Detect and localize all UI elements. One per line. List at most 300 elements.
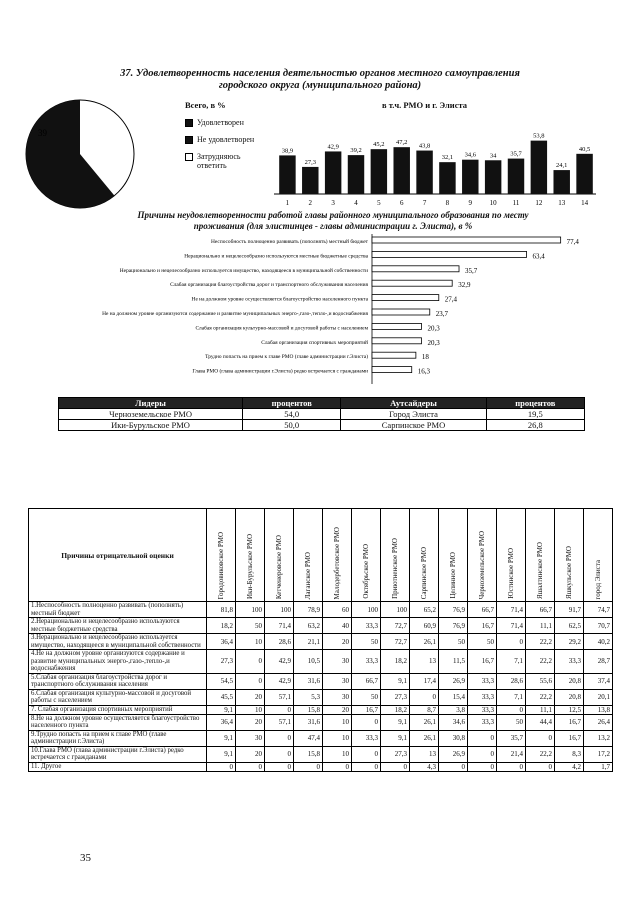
hbar — [372, 295, 439, 301]
bar — [553, 170, 569, 194]
page-number: 35 — [80, 852, 91, 864]
table-cell: 9,1 — [381, 730, 410, 746]
table-cell: 100 — [381, 602, 410, 618]
table-cell: 0 — [526, 730, 555, 746]
table-cell: 57,1 — [265, 714, 294, 730]
table-cell: 37,4 — [584, 673, 613, 689]
hbar — [372, 367, 412, 373]
bar-value-label: 35,7 — [510, 150, 522, 158]
table-cell: 26,1 — [410, 730, 439, 746]
table-cell: 33,3 — [352, 730, 381, 746]
pie-value-label: 39 — [38, 128, 47, 138]
column-header — [439, 509, 468, 602]
page-title: 37. Удовлетворенность населения деятельностью органов местного самоуправления городского округа (муниципального района) — [120, 68, 520, 91]
bar-value-label: 32,1 — [441, 154, 454, 162]
table-cell: 22,2 — [526, 689, 555, 705]
bar-value-label: 42,9 — [327, 143, 339, 151]
hbar — [372, 338, 421, 344]
column-header-label: Юстинское РМО — [507, 548, 515, 599]
bar — [462, 160, 478, 194]
leaders-table — [58, 397, 585, 431]
row-label: 10.Глава РМО (глава администрации г.Элиста) редко встречается с гражданами — [29, 746, 207, 762]
table-cell: 20 — [236, 746, 265, 762]
table-row — [29, 705, 613, 714]
table-cell: 0 — [526, 762, 555, 771]
row-label: 7. Слабая организация спортивных мероприятий — [29, 705, 207, 714]
bar-value-label: 53,8 — [533, 132, 545, 140]
table-cell: 0 — [352, 746, 381, 762]
cell: 19,5 — [486, 409, 584, 420]
hbar-value-label: 77,4 — [566, 238, 579, 246]
hbar-value-label: 20,3 — [427, 338, 440, 347]
table-cell: 65,2 — [410, 602, 439, 618]
table-cell: 30 — [323, 689, 352, 705]
column-header — [468, 509, 497, 602]
table-cell: 36,4 — [207, 634, 236, 650]
bars-title: в т.ч. РМО и г. Элиста — [382, 100, 468, 110]
column-header-label: Октябрьское РМО — [362, 544, 370, 599]
cell: Черноземельское РМО — [59, 409, 243, 420]
table-cell: 30,8 — [439, 730, 468, 746]
legend-label: Затрудняюсь ответить — [197, 152, 241, 170]
table-row — [59, 409, 585, 420]
table-cell: 0 — [497, 705, 526, 714]
x-tick-label: 5 — [377, 199, 381, 207]
table-cell: 28,7 — [584, 650, 613, 674]
x-tick-label: 13 — [558, 199, 566, 207]
table-cell: 50 — [352, 634, 381, 650]
table-cell: 70,7 — [584, 618, 613, 634]
row-label: 11. Другое — [29, 762, 207, 771]
x-tick-label: 11 — [512, 199, 520, 207]
hbar — [372, 309, 430, 315]
x-tick-label: 6 — [399, 199, 404, 207]
header-outsiders: Аутсайдеры — [341, 398, 486, 409]
legend-item-undecided — [185, 152, 254, 170]
table-cell: 4,2 — [555, 762, 584, 771]
table-cell: 9,1 — [381, 714, 410, 730]
bar-value-label: 47,2 — [396, 139, 408, 147]
bar-value-label: 45,2 — [373, 141, 385, 149]
table-cell: 42,9 — [265, 673, 294, 689]
table-cell: 47,4 — [294, 730, 323, 746]
table-cell: 30 — [323, 650, 352, 674]
table-cell: 10 — [236, 705, 265, 714]
table-cell: 57,1 — [265, 689, 294, 705]
bar — [439, 162, 455, 194]
table-cell: 0 — [265, 730, 294, 746]
bar-value-label: 43,8 — [418, 142, 431, 150]
header-percent: процентов — [243, 398, 341, 409]
table-cell: 44,4 — [526, 714, 555, 730]
table-cell: 72,7 — [381, 634, 410, 650]
table-cell: 0 — [468, 730, 497, 746]
row-label: 5.Слабая организация благоустройства дорог и транспортного обслуживания населения — [29, 673, 207, 689]
table-cell: 0 — [265, 705, 294, 714]
bar — [302, 167, 318, 194]
table-cell: 0 — [323, 762, 352, 771]
hbar-category-label: Нерационально и нецелесообразно используются местные бюджетные средства — [184, 253, 368, 260]
x-tick-label: 10 — [489, 199, 497, 207]
table-cell: 9,1 — [207, 705, 236, 714]
legend-label: Удовлетворен — [197, 118, 244, 127]
table-cell: 31,6 — [294, 714, 323, 730]
table-cell: 13,8 — [584, 705, 613, 714]
table-cell: 71,4 — [497, 618, 526, 634]
row-label: 2.Нерационально и нецелесообразно используются местные бюджетные средства — [29, 618, 207, 634]
table-cell: 33,3 — [352, 618, 381, 634]
table-cell: 62,5 — [555, 618, 584, 634]
x-tick-label: 4 — [354, 199, 358, 207]
table-cell: 66,7 — [468, 602, 497, 618]
hbar-value-label: 27,4 — [444, 295, 458, 304]
table-cell: 26,1 — [410, 714, 439, 730]
table-cell: 18,2 — [381, 650, 410, 674]
bar-value-label: 34 — [489, 152, 497, 160]
table-cell: 71,4 — [265, 618, 294, 634]
table-cell: 13 — [410, 746, 439, 762]
table-cell: 1,7 — [584, 762, 613, 771]
table-cell: 33,3 — [468, 705, 497, 714]
table-cell: 16,7 — [468, 618, 497, 634]
table-row — [59, 420, 585, 431]
table-cell: 10 — [323, 730, 352, 746]
table-cell: 17,4 — [410, 673, 439, 689]
table-cell: 26,1 — [410, 634, 439, 650]
cell: Ики-Бурульское РМО — [59, 420, 243, 431]
x-tick-label: 9 — [468, 199, 473, 207]
table-row — [29, 618, 613, 634]
table-row — [29, 602, 613, 618]
table-cell: 26,9 — [439, 746, 468, 762]
bar-value-label: 27,3 — [304, 158, 316, 166]
table-cell: 91,7 — [555, 602, 584, 618]
table-cell: 7,1 — [497, 650, 526, 674]
bar — [531, 141, 547, 194]
table-cell: 0 — [439, 762, 468, 771]
legend-item-satisfied — [185, 118, 254, 127]
table-cell: 0 — [410, 689, 439, 705]
column-header-label: Лаганское РМО — [304, 551, 312, 599]
bar-value-label: 24,1 — [556, 162, 568, 170]
table-row — [29, 714, 613, 730]
table-cell: 17,2 — [584, 746, 613, 762]
column-header-label: Целинное РМО — [449, 552, 457, 599]
hbar-value-label: 63,4 — [532, 252, 545, 261]
table-cell: 0 — [294, 762, 323, 771]
table-cell: 100 — [265, 602, 294, 618]
bar — [393, 147, 409, 194]
table-cell: 18,2 — [381, 705, 410, 714]
table-cell: 20,1 — [584, 689, 613, 705]
table-cell: 0 — [497, 762, 526, 771]
hbar-category-label: Не на должном уровне организуются содержание и развитие муниципальных энерго-,газо-,тепло-,и водоснабжения — [102, 311, 368, 317]
cell: 26,8 — [486, 420, 584, 431]
table-cell: 0 — [468, 762, 497, 771]
hbar-category-label: Слабая организация культурно-массовой и досуговой работы с населением — [195, 325, 368, 332]
table-cell: 0 — [381, 762, 410, 771]
pie-title: Всего, в % — [185, 100, 226, 110]
table-cell: 16,7 — [352, 705, 381, 714]
column-header-label: Малодербетовское РМО — [333, 526, 341, 599]
table-cell: 74,7 — [584, 602, 613, 618]
row-label: 8.Не на должном уровне осуществляется благоустройство населенного пункта — [29, 714, 207, 730]
table-cell: 21,1 — [294, 634, 323, 650]
table-cell: 78,9 — [294, 602, 323, 618]
x-tick-label: 12 — [535, 199, 543, 207]
reasons-table — [28, 508, 613, 772]
table-cell: 12,5 — [555, 705, 584, 714]
table-cell: 36,4 — [207, 714, 236, 730]
column-header — [323, 509, 352, 602]
table-cell: 8,7 — [410, 705, 439, 714]
table-cell: 7,1 — [497, 689, 526, 705]
table-row — [29, 746, 613, 762]
column-header — [410, 509, 439, 602]
table-cell: 27,3 — [207, 650, 236, 674]
pie-legend — [185, 100, 254, 170]
hbar-value-label: 32,9 — [458, 281, 471, 290]
header-leaders: Лидеры — [59, 398, 243, 409]
table-cell: 28,6 — [497, 673, 526, 689]
column-header — [265, 509, 294, 602]
cell: 50,0 — [243, 420, 341, 431]
table-cell: 20,8 — [555, 689, 584, 705]
column-header — [381, 509, 410, 602]
table-cell: 42,9 — [265, 650, 294, 674]
table-cell: 3,8 — [439, 705, 468, 714]
legend-swatch-white — [185, 153, 193, 161]
table-cell: 76,9 — [439, 602, 468, 618]
table-cell: 16,7 — [555, 730, 584, 746]
x-tick-label: 1 — [285, 199, 290, 207]
table-row — [29, 673, 613, 689]
pie-chart — [24, 98, 136, 210]
table-cell: 20 — [323, 705, 352, 714]
column-header-label: Сарпинское РМО — [420, 546, 428, 599]
table-cell: 0 — [497, 634, 526, 650]
table-cell: 50 — [236, 618, 265, 634]
table-cell: 10 — [236, 634, 265, 650]
table-cell: 29,2 — [555, 634, 584, 650]
row-label: 4.Не на должном уровне организуются содержание и развитие муниципальных энерго-,газо-,тепло-,и водоснабжения — [29, 650, 207, 674]
table-cell: 100 — [352, 602, 381, 618]
table-cell: 50 — [468, 634, 497, 650]
bar-value-label: 34,6 — [464, 151, 476, 159]
table-cell: 26,4 — [584, 714, 613, 730]
column-header-label: Яшалтинское РМО — [536, 541, 544, 599]
table-cell: 35,7 — [497, 730, 526, 746]
table-cell: 0 — [352, 762, 381, 771]
row-label: 1.Неспособность полноценно развивать (пополнять) местный бюджет — [29, 602, 207, 618]
table-cell: 15,4 — [439, 689, 468, 705]
column-header-label: Яшкульское РМО — [565, 545, 573, 599]
row-label: 3.Нерационально и нецелесообразно используется имущество, находящееся в муниципальной собственности — [29, 634, 207, 650]
bar — [371, 149, 387, 194]
hbar-category-label: Слабая организация спортивных мероприятий — [261, 339, 368, 346]
table-cell: 20 — [236, 714, 265, 730]
hbar-value-label: 35,7 — [465, 266, 478, 275]
cell: Город Элиста — [341, 409, 486, 420]
hbar-category-label: Нерационально и нецелесообразно используется имущество, находящееся в муниципальной собственности — [119, 267, 368, 274]
table-cell: 0 — [236, 762, 265, 771]
table-cell: 76,9 — [439, 618, 468, 634]
table-cell: 27,3 — [381, 689, 410, 705]
table-cell: 63,2 — [294, 618, 323, 634]
table-cell: 22,2 — [526, 634, 555, 650]
table-cell: 16,7 — [555, 714, 584, 730]
hbar-category-label: Трудно попасть на прием к главе РМО (главе администрации г.Элиста) — [205, 354, 368, 361]
table-cell: 13,2 — [584, 730, 613, 746]
column-header-label: Кетченеровское РМО — [275, 534, 283, 599]
table-cell: 15,8 — [294, 746, 323, 762]
table-cell: 10,5 — [294, 650, 323, 674]
column-header — [555, 509, 584, 602]
table-cell: 45,5 — [207, 689, 236, 705]
table-cell: 16,7 — [468, 650, 497, 674]
vertical-bar-chart — [270, 112, 600, 212]
table-cell: 33,3 — [555, 650, 584, 674]
table-cell: 54,5 — [207, 673, 236, 689]
hbar-category-label: Не на должном уровне осуществляется благоустройство населенного пункта — [191, 296, 368, 303]
table-row — [29, 689, 613, 705]
bar — [508, 159, 524, 194]
table-cell: 9,1 — [207, 746, 236, 762]
bar-value-label: 38,9 — [281, 147, 294, 155]
table-cell: 20,8 — [555, 673, 584, 689]
legend-swatch-black — [185, 136, 193, 144]
table-cell: 50 — [352, 689, 381, 705]
table-cell: 33,3 — [468, 673, 497, 689]
hbar-value-label: 20,3 — [427, 324, 440, 333]
column-header — [207, 509, 236, 602]
hbar-category-label: Неспособность полноценно развивать (пополнять) местный бюджет — [211, 239, 368, 245]
table-cell: 4,3 — [410, 762, 439, 771]
header-percent: процентов — [486, 398, 584, 409]
table-cell: 60 — [323, 602, 352, 618]
table-row — [29, 762, 613, 771]
header-reasons: Причины отрицательной оценки — [29, 509, 207, 602]
table-cell: 11,1 — [526, 618, 555, 634]
legend-item-unsatisfied — [185, 135, 254, 144]
cell: Сарпинское РМО — [341, 420, 486, 431]
row-label: 9.Трудно попасть на прием к главе РМО (главе администрации г.Элиста) — [29, 730, 207, 746]
hbar-category-label: Глава РМО (глава администрации г.Элиста) редко встречается с гражданами — [192, 368, 368, 375]
table-cell: 0 — [207, 762, 236, 771]
table-cell: 81,8 — [207, 602, 236, 618]
table-cell: 30 — [323, 673, 352, 689]
reasons-chart-title: Причины неудовлетворенности работой главы районного муниципального образования по месту проживания (для элистинцев - главы администрации г. Элиста), в % — [137, 210, 529, 231]
x-tick-label: 7 — [422, 199, 427, 207]
table-cell: 11,1 — [526, 705, 555, 714]
column-header-label: Приютненское РМО — [391, 538, 399, 599]
table-cell: 50 — [439, 634, 468, 650]
table-cell: 60,9 — [410, 618, 439, 634]
hbar-value-label: 23,7 — [435, 310, 449, 318]
table-cell: 28,6 — [265, 634, 294, 650]
table-cell: 11,5 — [439, 650, 468, 674]
table-cell: 66,7 — [352, 673, 381, 689]
bar — [348, 155, 364, 194]
horizontal-bar-chart — [30, 234, 630, 384]
column-header — [584, 509, 613, 602]
table-cell: 20 — [323, 634, 352, 650]
table-cell: 15,8 — [294, 705, 323, 714]
table-cell: 0 — [265, 762, 294, 771]
table-cell: 10 — [323, 746, 352, 762]
table-cell: 9,1 — [207, 730, 236, 746]
table-cell: 55,6 — [526, 673, 555, 689]
table-cell: 66,7 — [526, 602, 555, 618]
table-cell: 18,2 — [207, 618, 236, 634]
column-header — [236, 509, 265, 602]
table-cell: 0 — [352, 714, 381, 730]
column-header — [352, 509, 381, 602]
table-cell: 0 — [265, 746, 294, 762]
x-tick-label: 8 — [445, 199, 450, 207]
table-cell: 33,3 — [468, 714, 497, 730]
hbar-value-label: 16,3 — [417, 367, 430, 376]
cell: 54,0 — [243, 409, 341, 420]
x-tick-label: 3 — [331, 199, 335, 207]
table-cell: 20 — [236, 689, 265, 705]
x-tick-label: 2 — [308, 199, 313, 207]
table-cell: 34,6 — [439, 714, 468, 730]
hbar — [372, 280, 452, 286]
bar — [416, 151, 432, 194]
table-cell: 72,7 — [381, 618, 410, 634]
table-cell: 40,2 — [584, 634, 613, 650]
column-header — [526, 509, 555, 602]
column-header-label: Городовиковское РМО — [217, 531, 225, 599]
table-cell: 100 — [236, 602, 265, 618]
column-header-label: Черноземельское РМО — [478, 530, 486, 599]
hbar — [372, 352, 416, 358]
table-cell: 31,6 — [294, 673, 323, 689]
table-cell: 0 — [236, 673, 265, 689]
table-row — [29, 650, 613, 674]
table-cell: 33,3 — [352, 650, 381, 674]
table-cell: 9,1 — [381, 673, 410, 689]
hbar — [372, 251, 527, 257]
table-row — [29, 730, 613, 746]
column-header-label: город Элиста — [594, 559, 602, 599]
bar — [576, 154, 592, 194]
table-cell: 21,4 — [497, 746, 526, 762]
hbar-value-label: 18 — [421, 353, 429, 362]
hbar — [372, 237, 561, 243]
table-cell: 22,2 — [526, 746, 555, 762]
bar — [279, 155, 295, 194]
table-header-row — [29, 509, 613, 602]
hbar-category-label: Слабая организация благоустройства дорог и транспортного обслуживания населения — [170, 282, 368, 289]
table-row — [29, 634, 613, 650]
table-cell: 8,3 — [555, 746, 584, 762]
table-cell: 10 — [323, 714, 352, 730]
table-cell: 40 — [323, 618, 352, 634]
bar-value-label: 39,2 — [350, 147, 362, 155]
table-cell: 26,9 — [439, 673, 468, 689]
table-cell: 0 — [468, 746, 497, 762]
column-header — [294, 509, 323, 602]
table-cell: 27,3 — [381, 746, 410, 762]
table-cell: 13 — [410, 650, 439, 674]
hbar — [372, 266, 459, 272]
table-cell: 5,3 — [294, 689, 323, 705]
bar — [485, 160, 501, 194]
bar-value-label: 40,5 — [578, 145, 591, 153]
column-header — [497, 509, 526, 602]
